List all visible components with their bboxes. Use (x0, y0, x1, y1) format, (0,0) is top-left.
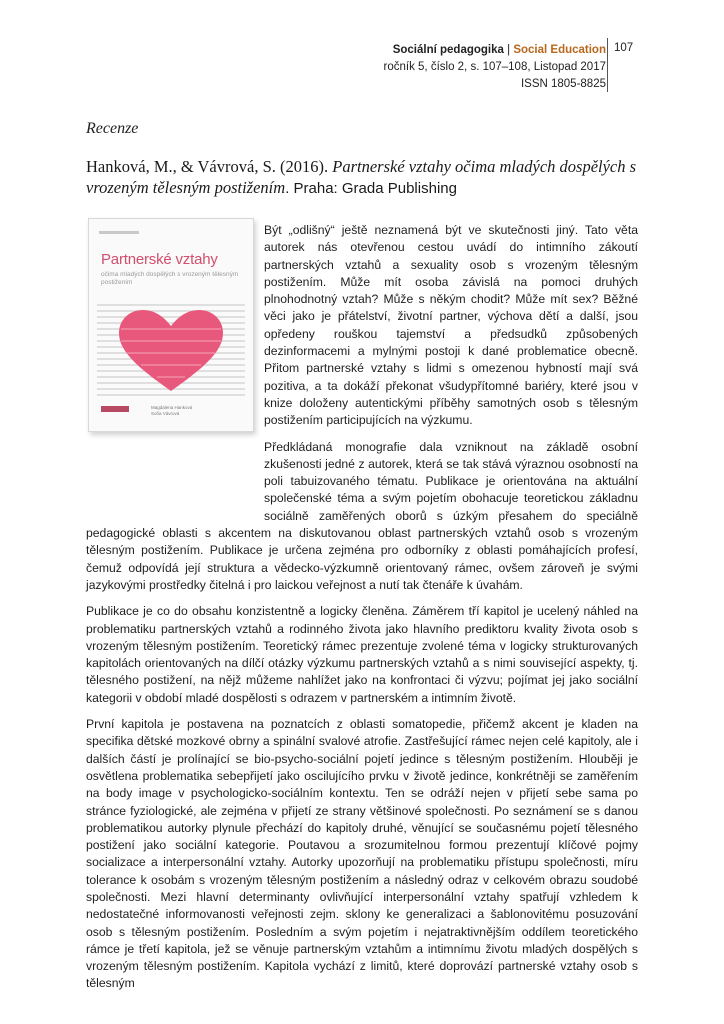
citation-publisher: . Praha: Grada Publishing (285, 180, 457, 197)
paragraph-4: První kapitola je postavena na poznatcích z oblasti somatopedie, přičemž akcent je kladen na specifika dětské mozkové obrny a spinální svalové atrofie. Zastřešující rámec nejen celé kapitoly, ale i dalších částí je prolínající se bio-psycho-sociální pojetí jedince s tělesným postižením. Hlouběji je osvětlena problematika sebepřijetí jako oscilujícího prvku v životě jedince, konkrétněji se zaměřením na body image v psychologicko-sociálním kontextu. Ten se odráží nejen v přijetí sebe sama po stránce fyziologické, ale zejména v přijetí ze strany většinové společnosti. Po seznámení se s danou problematikou autorky plynule přechází do kapitoly druhé, věnující se současnému pojetí tělesného postižení jako sociální kategorie. Poutavou a srozumitelnou formou prezentují klíčové pojmy socializace a interpersonální vztahy. Autorky upozorňují na problematiku přístupu společnosti, míru tolerance k osobám s vrozeným tělesným postižením a následný odraz v celkovém obrazu soudobé společnosti. Mezi hlavní determinanty ovlivňující interpersonální vztahy spatřují vzhledem k nedostatečné informovanosti veřejnosti zejm. sklony ke generalizaci a šablonovitému posuzování osob s tělesným postižením. Posledním a svým pojetím i nejatraktivnějším oddílem teoretického rámce je třetí kapitola, jež se věnuje partnerským vztahům a intimnímu životu mladých dospělých s vrozeným tělesným postižením. Kapitola vychází z limitů, které doprovází partnerské vztahy osob s tělesným (86, 717, 638, 991)
cover-float-spacer (86, 222, 264, 524)
citation-authors: Hanková, M., & Vávrová, S. (2016). (86, 157, 333, 176)
citation-title: Partnerské vztahy očima mladých dospělých s vrozeným tělesným postižením (86, 157, 637, 197)
cover-subtitle: očima mladých dospělých s vrozeným tělesným postižením (101, 271, 239, 286)
paragraph-3: Publikace je co do obsahu konzistentně a logicky členěna. Záměrem tří kapitol je ucelený náhled na problematiku partnerských vztahů a rodinného života jako hlavního prediktoru kvality života osob s vrozeným tělesným postižením. Teoretický rámec prezentuje zvolené téma v logicky strukturovaných kapitolách orientovaných na dílčí otázky výzkumu partnerských vztahů a s nimi související aspekty, tj. tělesného postižení, na nějž můžeme nahlížet jako na konfrontaci či výzvu; pojímat jej jako sociální kategorii v období mladé dospělosti s odrazem v partnerském a intimním životě. (86, 604, 638, 705)
journal-line (384, 42, 606, 59)
journal-name-en: Social Education (513, 44, 606, 56)
review-body (86, 222, 638, 1002)
cover-author-1: Magdalena Hanková (151, 405, 193, 410)
header-divider (607, 38, 608, 92)
header-separator: | (507, 44, 511, 56)
issue-info: ročník 5, číslo 2, s. 107–108, Listopad 2017 (383, 61, 606, 73)
running-header (384, 42, 606, 93)
section-label: Recenze (86, 120, 139, 137)
page-number: 107 (614, 42, 634, 54)
cover-author-2: Soňa Vávrová (151, 411, 180, 416)
issn: ISSN 1805-8825 (520, 78, 606, 90)
book-citation (86, 156, 646, 199)
paragraph-2: Předkládaná monografie dala vzniknout na základě osobní zkušenosti jedné z autorek, která se tak stává výraznou osobností na poli tabuizovaného tématu. Publikace je orientována na aktuální společenské téma a svým pojetím obohacuje teoretickou základnu sociálně zaměřených oborů s úzkým přesahem do speciálně pedagogické oblasti s akcentem na diskutovanou oblast partnerských vztahů osob s vrozeným tělesným postižením. Publikace je určena zejména pro odborníky z oblasti pomáhajících profesí, čemuž odpovídá její struktura a vědecko-výzkumně orientovaný rámec, ovšem zároveň je svými jazykovými prostředky čitelná i pro laickou veřejnost a nutí tak čtenáře k úvahám. (86, 439, 638, 592)
paragraph-1: Být „odlišný“ ještě neznamená být ve skutečnosti jiný. Tato věta autorek nás otevřenou cestou uvádí do intimního zákoutí partnerských vztahů a sexuality osob s vrozeným tělesným postižením. Může mít osoba závislá na pomoci druhých plnohodnotný vztah? Může s někým chodit? Může mít sex? Běžné věci jako je přátelství, životní partner, výchova dětí a další, jsou opředeny rouškou tajemství a předsudků způsobených dezinformacemi a mylnými postoji k dané problematice obecně. Přitom partnerské vztahy s lidmi s omezenou hybností mají svá pozitiva, a ta dokáží překonat všudypřítomné bariéry, které jsou v knize doloženy autentickými příběhy samotných osob s tělesným postižením participujících na výzkumu. (264, 223, 638, 428)
cover-title: Partnerské vztahy (101, 251, 218, 268)
journal-name: Sociální pedagogika (392, 44, 504, 56)
